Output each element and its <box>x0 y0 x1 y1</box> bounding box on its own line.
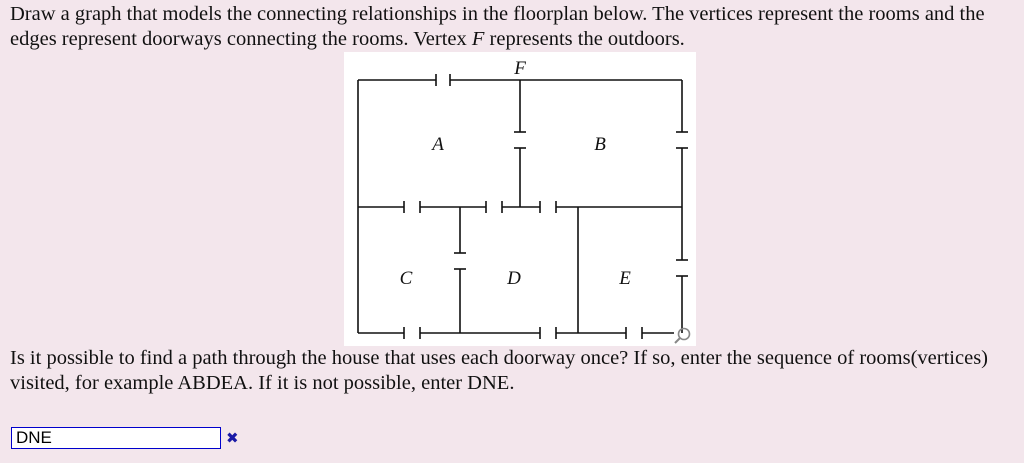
answer-input[interactable] <box>11 427 221 449</box>
label-outdoors: F <box>514 58 526 79</box>
label-room-c: C <box>399 268 413 289</box>
prompt-text-start: Draw a graph that models the connecting relationships in the floorplan below. The vertices represent the rooms and the edges represent doorways connecting the rooms. Vertex <box>10 3 985 50</box>
incorrect-x-icon: ✖ <box>226 429 239 447</box>
label-room-b: B <box>594 134 606 155</box>
label-room-a: A <box>432 134 444 155</box>
floorplan-figure <box>344 52 696 346</box>
label-room-e: E <box>619 268 631 289</box>
question-prompt <box>10 2 1014 52</box>
prompt-text-end: represents the outdoors. <box>484 28 685 50</box>
followup-question: Is it possible to find a path through the house that uses each doorway once? If so, enter the sequence of rooms(vertices) visited, for example ABDEA. If it is not possible, enter DNE. <box>10 347 989 394</box>
floorplan-diagram <box>344 52 696 346</box>
outdoor-variable: F <box>471 28 485 50</box>
label-room-d: D <box>507 268 521 289</box>
